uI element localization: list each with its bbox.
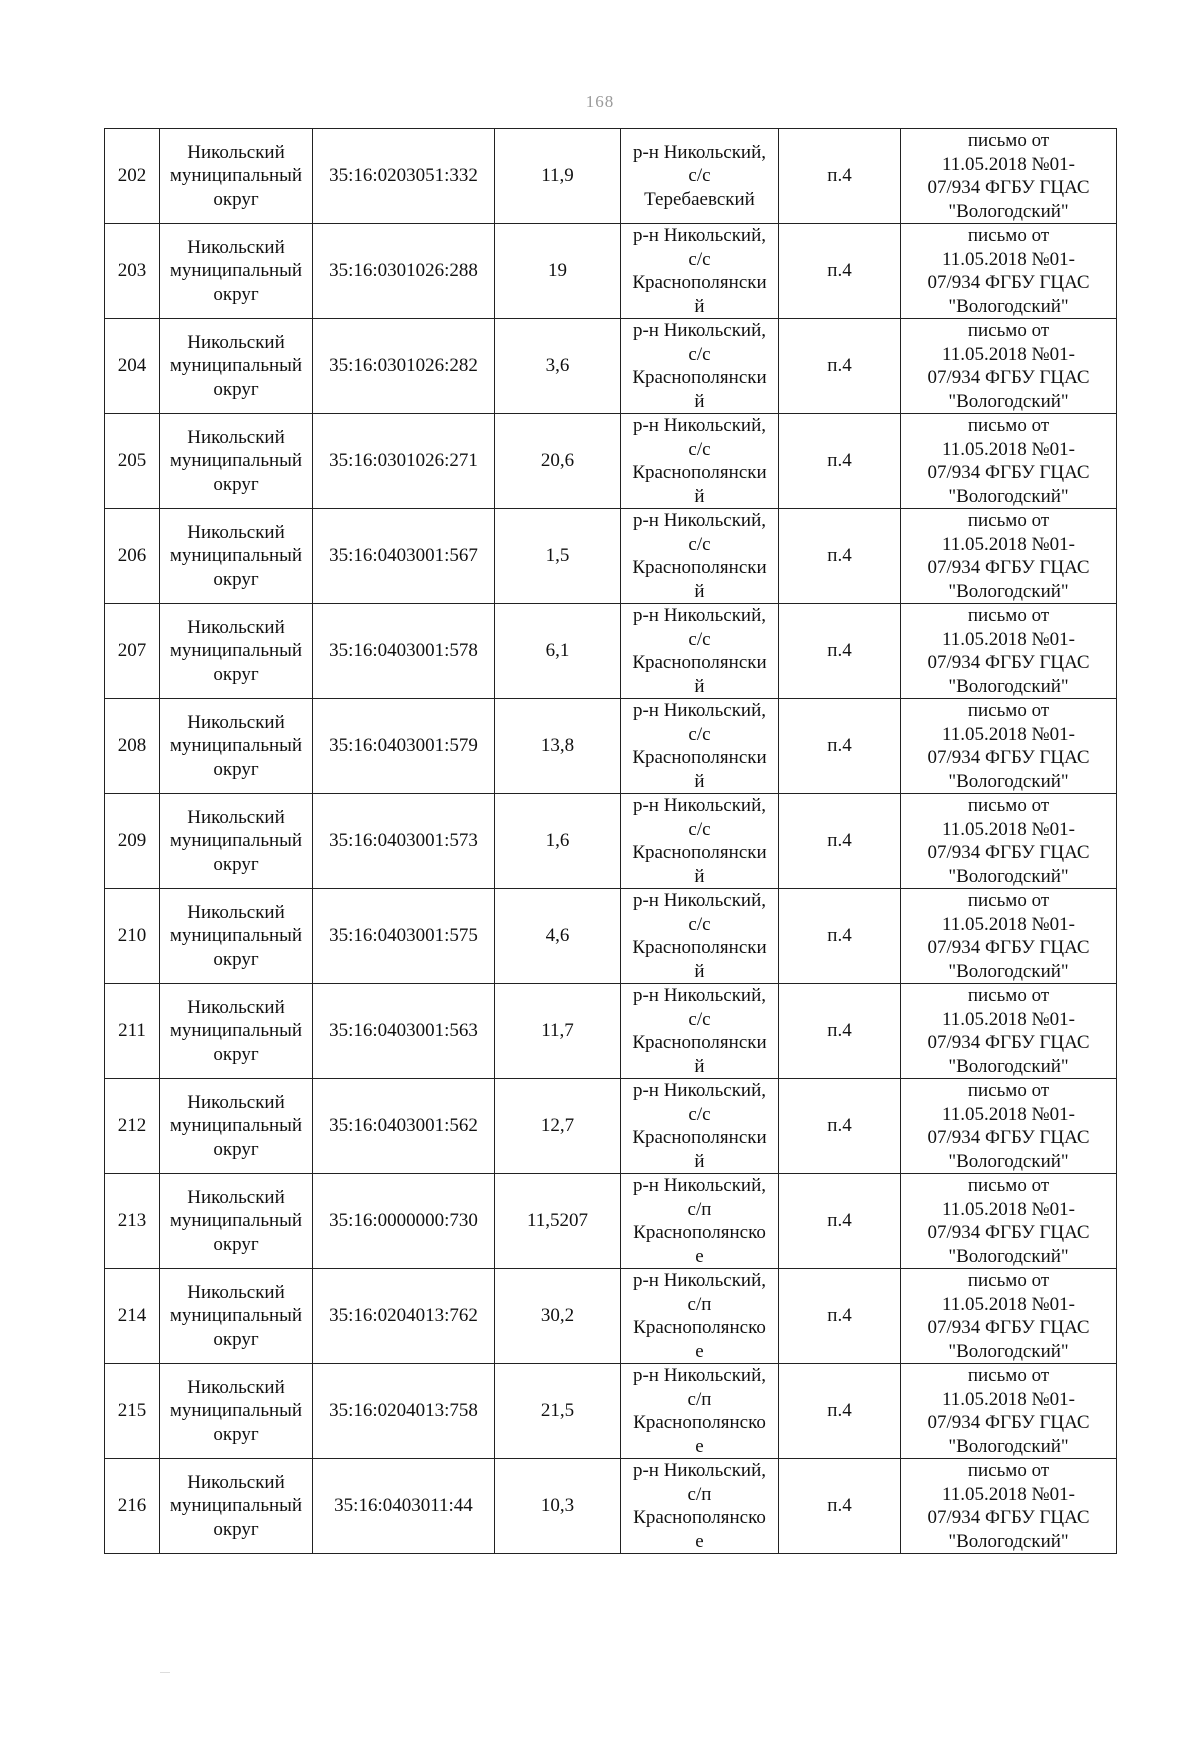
table-row: [105, 1459, 1117, 1554]
area-cell: 11,7: [495, 984, 621, 1079]
location-cell: р-н Никольский, с/с Краснополянски й: [621, 794, 779, 889]
page-number: 168: [585, 92, 615, 111]
district-cell: Никольский муниципальный округ: [160, 1459, 313, 1554]
area-cell: 1,5: [495, 509, 621, 604]
area-cell: 1,6: [495, 794, 621, 889]
row-number-cell: 214: [105, 1269, 160, 1364]
table-row: [105, 319, 1117, 414]
district-cell: Никольский муниципальный округ: [160, 984, 313, 1079]
document-cell: письмо от 11.05.2018 №01- 07/934 ФГБУ ГЦАС "Вологодский": [901, 414, 1117, 509]
basis-cell: п.4: [779, 794, 901, 889]
document-cell: письмо от 11.05.2018 №01- 07/934 ФГБУ ГЦАС "Вологодский": [901, 1364, 1117, 1459]
cadastral-number-cell: 35:16:0403001:563: [313, 984, 495, 1079]
basis-cell: п.4: [779, 1364, 901, 1459]
location-cell: р-н Никольский, с/с Краснополянски й: [621, 984, 779, 1079]
location-cell: р-н Никольский, с/с Краснополянски й: [621, 1079, 779, 1174]
district-cell: Никольский муниципальный округ: [160, 129, 313, 224]
cadastral-number-cell: 35:16:0403001:575: [313, 889, 495, 984]
district-cell: Никольский муниципальный округ: [160, 414, 313, 509]
district-cell: Никольский муниципальный округ: [160, 1269, 313, 1364]
basis-cell: п.4: [779, 604, 901, 699]
area-cell: 30,2: [495, 1269, 621, 1364]
cadastral-number-cell: 35:16:0000000:730: [313, 1174, 495, 1269]
cadastral-number-cell: 35:16:0204013:762: [313, 1269, 495, 1364]
table-row: [105, 509, 1117, 604]
basis-cell: п.4: [779, 414, 901, 509]
cadastral-number-cell: 35:16:0403001:573: [313, 794, 495, 889]
district-cell: Никольский муниципальный округ: [160, 1174, 313, 1269]
row-number-cell: 213: [105, 1174, 160, 1269]
document-cell: письмо от 11.05.2018 №01- 07/934 ФГБУ ГЦАС "Вологодский": [901, 889, 1117, 984]
location-cell: р-н Никольский, с/с Краснополянски й: [621, 509, 779, 604]
area-cell: 11,9: [495, 129, 621, 224]
row-number-cell: 211: [105, 984, 160, 1079]
document-cell: письмо от 11.05.2018 №01- 07/934 ФГБУ ГЦАС "Вологодский": [901, 1459, 1117, 1554]
row-number-cell: 205: [105, 414, 160, 509]
location-cell: р-н Никольский, с/с Теребаевский: [621, 129, 779, 224]
basis-cell: п.4: [779, 509, 901, 604]
basis-cell: п.4: [779, 889, 901, 984]
district-cell: Никольский муниципальный округ: [160, 604, 313, 699]
row-number-cell: 207: [105, 604, 160, 699]
basis-cell: п.4: [779, 319, 901, 414]
basis-cell: п.4: [779, 1079, 901, 1174]
table-row: [105, 604, 1117, 699]
table-row: [105, 129, 1117, 224]
district-cell: Никольский муниципальный округ: [160, 794, 313, 889]
location-cell: р-н Никольский, с/п Краснополянско е: [621, 1269, 779, 1364]
location-cell: р-н Никольский, с/п Краснополянско е: [621, 1364, 779, 1459]
document-cell: письмо от 11.05.2018 №01- 07/934 ФГБУ ГЦАС "Вологодский": [901, 699, 1117, 794]
table-row: [105, 224, 1117, 319]
table-row: [105, 794, 1117, 889]
area-cell: 11,5207: [495, 1174, 621, 1269]
area-cell: 3,6: [495, 319, 621, 414]
location-cell: р-н Никольский, с/с Краснополянски й: [621, 604, 779, 699]
cadastral-number-cell: 35:16:0301026:282: [313, 319, 495, 414]
row-number-cell: 208: [105, 699, 160, 794]
scan-artifact: [160, 1672, 170, 1673]
table-row: [105, 414, 1117, 509]
table-row: [105, 1174, 1117, 1269]
district-cell: Никольский муниципальный округ: [160, 224, 313, 319]
row-number-cell: 215: [105, 1364, 160, 1459]
row-number-cell: 202: [105, 129, 160, 224]
location-cell: р-н Никольский, с/п Краснополянско е: [621, 1174, 779, 1269]
document-cell: письмо от 11.05.2018 №01- 07/934 ФГБУ ГЦАС "Вологодский": [901, 794, 1117, 889]
basis-cell: п.4: [779, 1459, 901, 1554]
basis-cell: п.4: [779, 699, 901, 794]
row-number-cell: 209: [105, 794, 160, 889]
row-number-cell: 210: [105, 889, 160, 984]
area-cell: 6,1: [495, 604, 621, 699]
location-cell: р-н Никольский, с/с Краснополянски й: [621, 889, 779, 984]
location-cell: р-н Никольский, с/п Краснополянско е: [621, 1459, 779, 1554]
district-cell: Никольский муниципальный округ: [160, 319, 313, 414]
table-row: [105, 984, 1117, 1079]
district-cell: Никольский муниципальный округ: [160, 699, 313, 794]
basis-cell: п.4: [779, 1174, 901, 1269]
document-cell: письмо от 11.05.2018 №01- 07/934 ФГБУ ГЦАС "Вологодский": [901, 1079, 1117, 1174]
row-number-cell: 206: [105, 509, 160, 604]
area-cell: 20,6: [495, 414, 621, 509]
area-cell: 12,7: [495, 1079, 621, 1174]
cadastral-number-cell: 35:16:0203051:332: [313, 129, 495, 224]
table-row: [105, 1079, 1117, 1174]
document-cell: письмо от 11.05.2018 №01- 07/934 ФГБУ ГЦАС "Вологодский": [901, 319, 1117, 414]
table-row: [105, 1364, 1117, 1459]
location-cell: р-н Никольский, с/с Краснополянски й: [621, 224, 779, 319]
land-plot-table: [104, 128, 1117, 1554]
row-number-cell: 204: [105, 319, 160, 414]
cadastral-number-cell: 35:16:0301026:271: [313, 414, 495, 509]
row-number-cell: 216: [105, 1459, 160, 1554]
row-number-cell: 212: [105, 1079, 160, 1174]
location-cell: р-н Никольский, с/с Краснополянски й: [621, 414, 779, 509]
district-cell: Никольский муниципальный округ: [160, 889, 313, 984]
document-cell: письмо от 11.05.2018 №01- 07/934 ФГБУ ГЦАС "Вологодский": [901, 224, 1117, 319]
location-cell: р-н Никольский, с/с Краснополянски й: [621, 319, 779, 414]
table-row: [105, 1269, 1117, 1364]
cadastral-number-cell: 35:16:0403001:567: [313, 509, 495, 604]
district-cell: Никольский муниципальный округ: [160, 509, 313, 604]
cadastral-number-cell: 35:16:0301026:288: [313, 224, 495, 319]
cadastral-number-cell: 35:16:0403001:579: [313, 699, 495, 794]
area-cell: 21,5: [495, 1364, 621, 1459]
cadastral-number-cell: 35:16:0403001:578: [313, 604, 495, 699]
document-cell: письмо от 11.05.2018 №01- 07/934 ФГБУ ГЦАС "Вологодский": [901, 1269, 1117, 1364]
row-number-cell: 203: [105, 224, 160, 319]
area-cell: 4,6: [495, 889, 621, 984]
document-cell: письмо от 11.05.2018 №01- 07/934 ФГБУ ГЦАС "Вологодский": [901, 509, 1117, 604]
basis-cell: п.4: [779, 984, 901, 1079]
table-row: [105, 889, 1117, 984]
basis-cell: п.4: [779, 1269, 901, 1364]
cadastral-number-cell: 35:16:0403011:44: [313, 1459, 495, 1554]
district-cell: Никольский муниципальный округ: [160, 1079, 313, 1174]
document-cell: письмо от 11.05.2018 №01- 07/934 ФГБУ ГЦАС "Вологодский": [901, 1174, 1117, 1269]
table-body: [105, 129, 1117, 1554]
cadastral-number-cell: 35:16:0204013:758: [313, 1364, 495, 1459]
document-cell: письмо от 11.05.2018 №01- 07/934 ФГБУ ГЦАС "Вологодский": [901, 129, 1117, 224]
area-cell: 10,3: [495, 1459, 621, 1554]
area-cell: 13,8: [495, 699, 621, 794]
cadastral-number-cell: 35:16:0403001:562: [313, 1079, 495, 1174]
location-cell: р-н Никольский, с/с Краснополянски й: [621, 699, 779, 794]
basis-cell: п.4: [779, 129, 901, 224]
table-row: [105, 699, 1117, 794]
district-cell: Никольский муниципальный округ: [160, 1364, 313, 1459]
basis-cell: п.4: [779, 224, 901, 319]
area-cell: 19: [495, 224, 621, 319]
document-cell: письмо от 11.05.2018 №01- 07/934 ФГБУ ГЦАС "Вологодский": [901, 604, 1117, 699]
document-cell: письмо от 11.05.2018 №01- 07/934 ФГБУ ГЦАС "Вологодский": [901, 984, 1117, 1079]
